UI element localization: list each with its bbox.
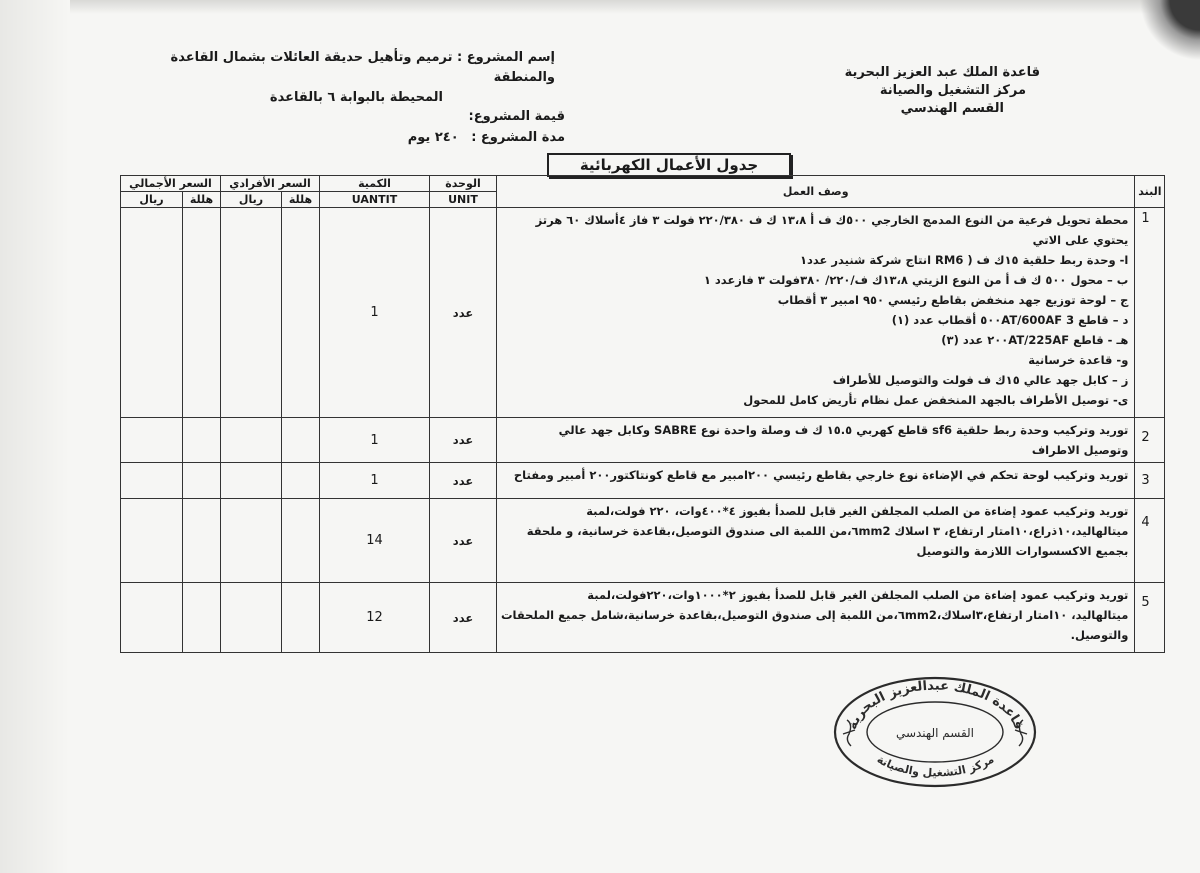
stamp-bottom-text: مركز التشغيل والصيانة — [874, 752, 997, 780]
unit-riyal-header: ريال — [221, 192, 282, 208]
project-duration-label: مدة المشروع : — [471, 130, 565, 145]
total-halala-header: هللة — [183, 192, 221, 208]
item-number-cell: 5 — [1135, 583, 1165, 653]
description-cell — [497, 208, 1135, 418]
description-line: ميتالهاليد،١٠ذراع،١٠امتار ارتفاع، ٣ اسلاك ٦mm2،من اللمبة الى صندوق التوصيل،بقاعدة خرسانية، و ملحقة — [526, 524, 1129, 538]
description-line: ا- وحدة ربط حلقية ١٥ك ف ( RM6 انتاج شركة شنيدر عدد١ — [799, 253, 1129, 267]
total-riyal-cell — [121, 418, 183, 463]
page-left-shade — [0, 0, 70, 873]
unit-header-en: UNIT — [430, 192, 497, 208]
item-number-cell: 3 — [1135, 463, 1165, 499]
project-duration — [345, 129, 565, 147]
description-cell — [497, 463, 1135, 499]
table-row — [121, 463, 1165, 499]
page-edge-shadow — [0, 0, 1200, 14]
official-stamp — [833, 676, 1038, 788]
unit-halala-cell — [282, 583, 320, 653]
unit-riyal-cell — [221, 418, 282, 463]
header-row-1 — [121, 176, 1165, 192]
description-cell — [497, 583, 1135, 653]
total-halala-cell — [183, 418, 221, 463]
total-riyal-cell — [121, 583, 183, 653]
unit-halala-header: هللة — [282, 192, 320, 208]
unit-cell: عدد — [430, 463, 497, 499]
stamp-outer-text: قاعدة الملك عبدالعزيز البحرية — [845, 678, 1026, 732]
description-line: والتوصيل. — [1070, 628, 1129, 642]
table-row — [121, 499, 1165, 583]
description-line: ز – كابل جهد عالي ١٥ك ف فولت والتوصيل للأطراف — [832, 373, 1129, 387]
unit-cell: عدد — [430, 499, 497, 583]
project-name-line-2: المحيطة بالبوابة ٦ بالقاعدة — [269, 90, 443, 105]
organization-line-1: قاعدة الملك عبد العزيز البحرية — [844, 65, 1040, 80]
quantity-cell: 1 — [320, 208, 430, 418]
organization-header — [810, 64, 1040, 118]
item-number-cell: 2 — [1135, 418, 1165, 463]
total-halala-cell — [183, 583, 221, 653]
unit-halala-cell — [282, 208, 320, 418]
total-riyal-header: ريال — [121, 192, 183, 208]
svg-text:مركز التشغيل والصيانة — [875, 753, 997, 780]
project-name-line-1: إسم المشروع : ترميم وتأهيل حديقة العائلات بشمال القاعدة والمنطقة — [170, 50, 555, 85]
unit-cell: عدد — [430, 583, 497, 653]
description-header: وصف العمل — [497, 176, 1135, 208]
quantity-header: الكمية — [320, 176, 430, 192]
unit-cell: عدد — [430, 418, 497, 463]
stamp-inner-text: القسم الهندسي — [895, 726, 975, 740]
quantity-cell: 14 — [320, 499, 430, 583]
description-line: توريد وتركيب لوحة تحكم في الإضاءة نوع خارجي بقاطع رئيسي ٢٠٠امبير مع قاطع كونتاكتور٢٠٠ أمبير ومفتاح — [513, 468, 1129, 482]
description-line: و- قاعدة خرسانية — [1028, 353, 1129, 367]
total-halala-cell — [183, 499, 221, 583]
unit-halala-cell — [282, 418, 320, 463]
quantity-header-en: UANTIT — [320, 192, 430, 208]
table-row — [121, 418, 1165, 463]
total-halala-cell — [183, 463, 221, 499]
project-value — [345, 108, 565, 126]
description-line: يحتوي على الاتي — [1032, 233, 1129, 247]
description-line: وتوصيل الاطراف — [1031, 443, 1129, 457]
unit-cell: عدد — [430, 208, 497, 418]
project-name — [130, 48, 555, 108]
total-riyal-cell — [121, 208, 183, 418]
project-value-label: قيمة المشروع: — [468, 109, 565, 124]
unit-halala-cell — [282, 463, 320, 499]
quantity-cell: 1 — [320, 463, 430, 499]
electrical-works-table — [120, 175, 1165, 653]
organization-line-3: القسم الهندسي — [900, 101, 1004, 116]
description-line: توريد وتركيب عمود إضاءة من الصلب المجلفن الغير قابل للصدأ بفيوز ٢*١٠٠٠وات،٢٢٠فولت،لمبة — [587, 588, 1129, 602]
description-line: بجميع الاكسسوارات اللازمة والتوصيل — [916, 544, 1129, 558]
unit-riyal-cell — [221, 499, 282, 583]
total-halala-cell — [183, 208, 221, 418]
unit-header: الوحدة — [430, 176, 497, 192]
total-price-header: السعر الأجمالي — [121, 176, 221, 192]
table-title: جدول الأعمال الكهربائية — [547, 153, 791, 177]
item-number-cell: 1 — [1135, 208, 1165, 418]
page-corner-fold — [1140, 0, 1200, 60]
description-line: هـ - قاطع ٢٠٠AT/225AF عدد (٣) — [941, 333, 1129, 347]
project-duration-value: ٢٤٠ يوم — [407, 130, 459, 145]
description-line: ج – لوحة توزيع جهد منخفض بقاطع رئيسي ٩٥٠ امبير ٣ أقطاب — [777, 293, 1129, 307]
description-line: د – قاطع 3 ٥٠٠AT/600AF أقطاب عدد (١) — [891, 313, 1129, 327]
quantity-cell: 1 — [320, 418, 430, 463]
description-cell — [497, 499, 1135, 583]
unit-price-header: السعر الأفرادي — [221, 176, 320, 192]
unit-riyal-cell — [221, 583, 282, 653]
total-riyal-cell — [121, 499, 183, 583]
quantity-cell: 12 — [320, 583, 430, 653]
description-cell — [497, 418, 1135, 463]
table-row — [121, 583, 1165, 653]
description-line: ب – محول ٥٠٠ ك ف أ من النوع الزيتي ١٣،٨ك ف/٢٢٠/ ٣٨٠فولت ٣ فازعدد ١ — [703, 273, 1129, 287]
description-line: محطة تحويل فرعية من النوع المدمج الخارجي ٥٠٠ك ف أ ١٣،٨ ك ف ٢٢٠/٣٨٠ فولت ٣ فاز ٤أسلاك ٦٠ هرتز — [535, 213, 1129, 227]
item-header: البند — [1135, 176, 1165, 208]
total-riyal-cell — [121, 463, 183, 499]
unit-halala-cell — [282, 499, 320, 583]
organization-line-2: مركز التشغيل والصيانة — [879, 83, 1026, 98]
description-line: ميتالهاليد، ١٠امتار ارتفاع،٣اسلاك،٦mm2،من اللمبة إلى صندوق التوصيل،بقاعدة خرسانية،شامل جميع الملحقات — [501, 608, 1129, 622]
table-row — [121, 208, 1165, 418]
unit-riyal-cell — [221, 208, 282, 418]
description-line: ى- توصيل الأطراف بالجهد المنخفض عمل نظام تأريض كامل للمحول — [743, 393, 1129, 407]
svg-text:قاعدة الملك عبدالعزيز البحرية — [845, 679, 1026, 732]
item-number-cell: 4 — [1135, 499, 1165, 583]
unit-riyal-cell — [221, 463, 282, 499]
description-line: توريد وتركيب عمود إضاءة من الصلب المجلفن الغير قابل للصدأ بفيوز ٤*٤٠٠وات، ٢٢٠ فولت،لمبة — [586, 504, 1129, 518]
description-line: توريد وتركيب وحدة ربط حلقية sf6 قاطع كهربي ١٥.٥ ك ف وصلة واحدة نوع SABRE وكابل جهد عالي — [558, 423, 1129, 437]
